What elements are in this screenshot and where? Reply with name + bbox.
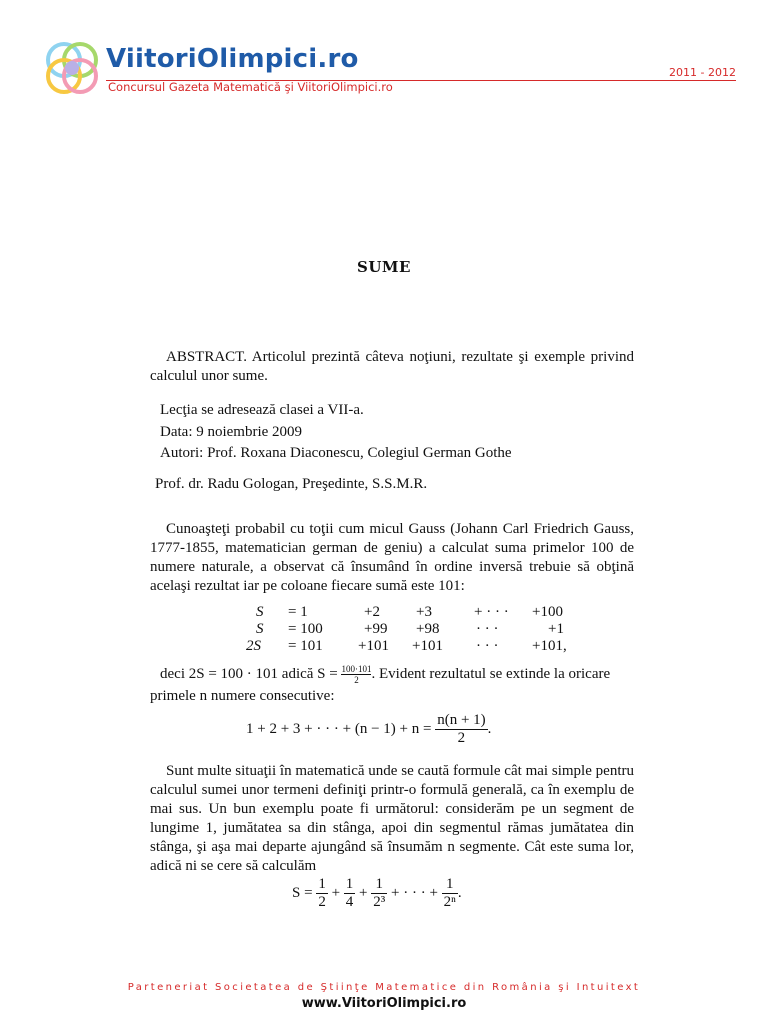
deci-line [160, 664, 610, 685]
formula-fraction [435, 712, 487, 747]
table-cell: +101 [412, 638, 443, 654]
table-lhs: 2S [246, 638, 261, 654]
authors-line: Autori: Prof. Roxana Diaconescu, Colegiul German Gothe [160, 445, 512, 461]
fraction-denominator: 2ⁿ [443, 894, 456, 910]
fraction-denominator: 2 [318, 894, 326, 910]
brand-subtitle: Concursul Gazeta Matematică şi ViitoriOlimpici.ro [108, 80, 393, 94]
table-lhs: S [256, 604, 264, 620]
fraction-numerator: 1 [446, 876, 454, 892]
table-cell: +101, [532, 638, 567, 654]
table-cell: +99 [364, 621, 388, 637]
table-cell: · · · [476, 638, 499, 654]
fraction-numerator: 1 [375, 876, 383, 892]
fraction-denominator: 2 [341, 674, 371, 685]
table-cell: +100 [532, 604, 563, 620]
fraction-numerator: n(n + 1) [437, 712, 486, 728]
table-cell: +2 [364, 604, 380, 620]
olympic-rings-logo [42, 38, 102, 98]
lesson-line: Lecţia se adresează clasei a VII-a. [160, 402, 364, 418]
table-lhs: S [256, 621, 264, 637]
inline-fraction [341, 664, 371, 685]
table-cell: = 1 [288, 604, 308, 620]
table-cell: = 100 [288, 621, 323, 637]
formula-lhs: 1 + 2 + 3 + · · · + (n − 1) + n = [246, 720, 436, 737]
formula-fraction [316, 876, 328, 911]
formula-lhs: S = [292, 884, 317, 901]
deci-text: deci 2S = 100 · 101 adică S = [160, 665, 342, 682]
geometric-sum-formula: S = $\frac{1}{2}$ + $\frac{1}{4}$ + $\frac{1}{\text{2³}}$ + · · · + $\frac{1}{\text{2ⁿ}}$ . [292, 876, 462, 910]
fraction-numerator: 1 [318, 876, 326, 892]
formula-end: . [487, 720, 492, 737]
sum-formula [246, 712, 491, 747]
formula-end: . [457, 884, 462, 901]
fraction-numerator: 100·101 [341, 664, 372, 674]
date-line: Data: 9 noiembrie 2009 [160, 424, 303, 440]
table-cell: +98 [416, 621, 440, 637]
table-cell: + · · · [474, 604, 509, 620]
formula-fraction [442, 876, 458, 911]
deci-text-after: . Evident rezultatul se extinde la oricare [371, 665, 611, 682]
fraction-denominator: 4 [345, 894, 354, 910]
reviewer-line: Prof. dr. Radu Gologan, Preşedinte, S.S.M.R. [155, 476, 428, 492]
formula-fraction [371, 876, 387, 911]
footer-url[interactable]: www.ViitoriOlimpici.ro [301, 996, 467, 1011]
table-cell: +3 [416, 604, 432, 620]
partner-footer: Parteneriat Societatea de Ştiinţe Matematice din România şi Intuitext [127, 982, 641, 993]
fraction-denominator: 2 [435, 729, 487, 747]
brand-title: ViitoriOlimpici.ro [106, 44, 359, 74]
year-label: 2011 - 2012 [669, 66, 736, 79]
formula-fraction [344, 876, 356, 911]
deci-line-2: primele n numere consecutive: [150, 688, 335, 704]
abstract: ABSTRACT. Articolul prezintă câteva noţiuni, rezultate şi exemple privind calculul unor sume. [150, 349, 634, 384]
table-cell: · · · [476, 621, 499, 637]
page-header [40, 38, 736, 98]
document-title: SUME [357, 258, 411, 276]
paragraph-2: Sunt multe situaţii în matematică unde se caută formule cât mai simple pentru calculul sumei unor termeni definiţi printr-o formulă generală, ca în exemplu de mai sus. Un bun exemplu poate fi următorul: considerăm pe un segment de lungime 1, jumătatea sa din stânga, apoi din segmentul rămas jumătatea din stânga, şi aşa mai departe ajungând să însumăm n segmente. Cât este suma lor, adică ni se cere să calculăm [150, 763, 634, 874]
table-cell: +101 [358, 638, 389, 654]
table-cell: = 101 [288, 638, 323, 654]
formula-dots: + · · · + [387, 884, 442, 901]
intro-paragraph: Cunoaşteţi probabil cu toţii cum micul Gauss (Johann Carl Friedrich Gauss, 1777-1855, matematician german de geniu) a calculat suma primelor 100 de numere naturale, a observat că însumând în ordine inversă trebuie să obţină acelaşi rezultat iar pe coloane fiecare sumă este 101: [150, 521, 634, 594]
fraction-numerator: 1 [345, 876, 354, 892]
table-cell: +1 [548, 621, 564, 637]
fraction-denominator: 2³ [373, 894, 386, 910]
